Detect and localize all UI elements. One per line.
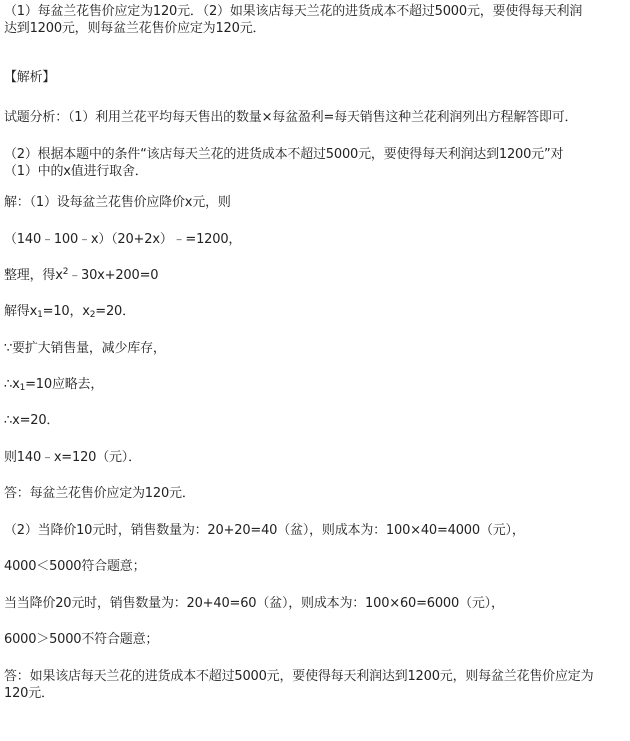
equation: （140﹣100﹣x）（20+2x）﹣=1200， (4, 232, 242, 247)
therefore1-subscript: 1 (19, 383, 26, 393)
simplified-equation (4, 268, 626, 284)
therefore-line-1 (4, 377, 626, 393)
part2-line-1: （2）当降价10元时，销售数量为：20+20=40（盆），则成本为：100×40=4000（元）， (4, 523, 525, 538)
simplify-prefix: 整理，得x (4, 268, 63, 283)
therefore1-suffix: =10应略去， (25, 377, 104, 392)
part2-line-2: 4000＜5000符合题意； (4, 559, 146, 574)
part2-line-3: 当当降价20元时，销售数量为：20+40=60（盆），则成本为：100×60=6000（元）， (4, 596, 504, 611)
because-line: ∵要扩大销售量，减少库存， (4, 341, 166, 356)
answer-2-line-1: 答：如果该店每天兰花的进货成本不超过5000元，要使得每天利润达到1200元，则每盆兰花售价应定为 (4, 669, 594, 684)
root2-value: =20． (95, 304, 135, 319)
price-line: 则140﹣x=120（元）． (4, 450, 141, 465)
simplify-exponent: 2 (62, 267, 69, 277)
root1-subscript: 1 (37, 310, 43, 320)
summary-line-1: （1）每盆兰花售价应定为120元．（2）如果该店每天兰花的进货成本不超过5000元，要使得每天利润 (4, 4, 583, 19)
root1-value: =10，x (42, 304, 90, 319)
analysis-line-1: 试题分析：（1）利用兰花平均每天售出的数量×每盆盈利=每天销售这种兰花利润列出方程解答即可． (4, 110, 578, 125)
summary-line-2: 达到1200元，则每盆兰花售价应定为120元． (4, 21, 266, 36)
simplify-suffix: ﹣30x+200=0 (68, 268, 159, 283)
analysis-line-2b: （1）中的x值进行取舍． (4, 164, 148, 179)
analysis-line-2a: （2）根据本题中的条件“该店每天兰花的进货成本不超过5000元，要使得每天利润达到1200元”对 (4, 147, 564, 162)
roots-prefix: 解得x (4, 304, 38, 319)
roots-line (4, 304, 626, 320)
section-title: 【解析】 (4, 70, 56, 85)
therefore1-prefix: ∴x (4, 377, 20, 392)
answer-2-line-2: 120元． (4, 686, 54, 701)
therefore-line-2: ∴x=20． (4, 413, 60, 428)
root2-subscript: 2 (89, 310, 96, 320)
answer-1: 答：每盆兰花售价应定为120元． (4, 486, 195, 501)
solution-intro: 解：（1）设每盆兰花售价应降价x元，则 (4, 195, 231, 210)
part2-line-4: 6000＞5000不符合题意； (4, 632, 159, 647)
